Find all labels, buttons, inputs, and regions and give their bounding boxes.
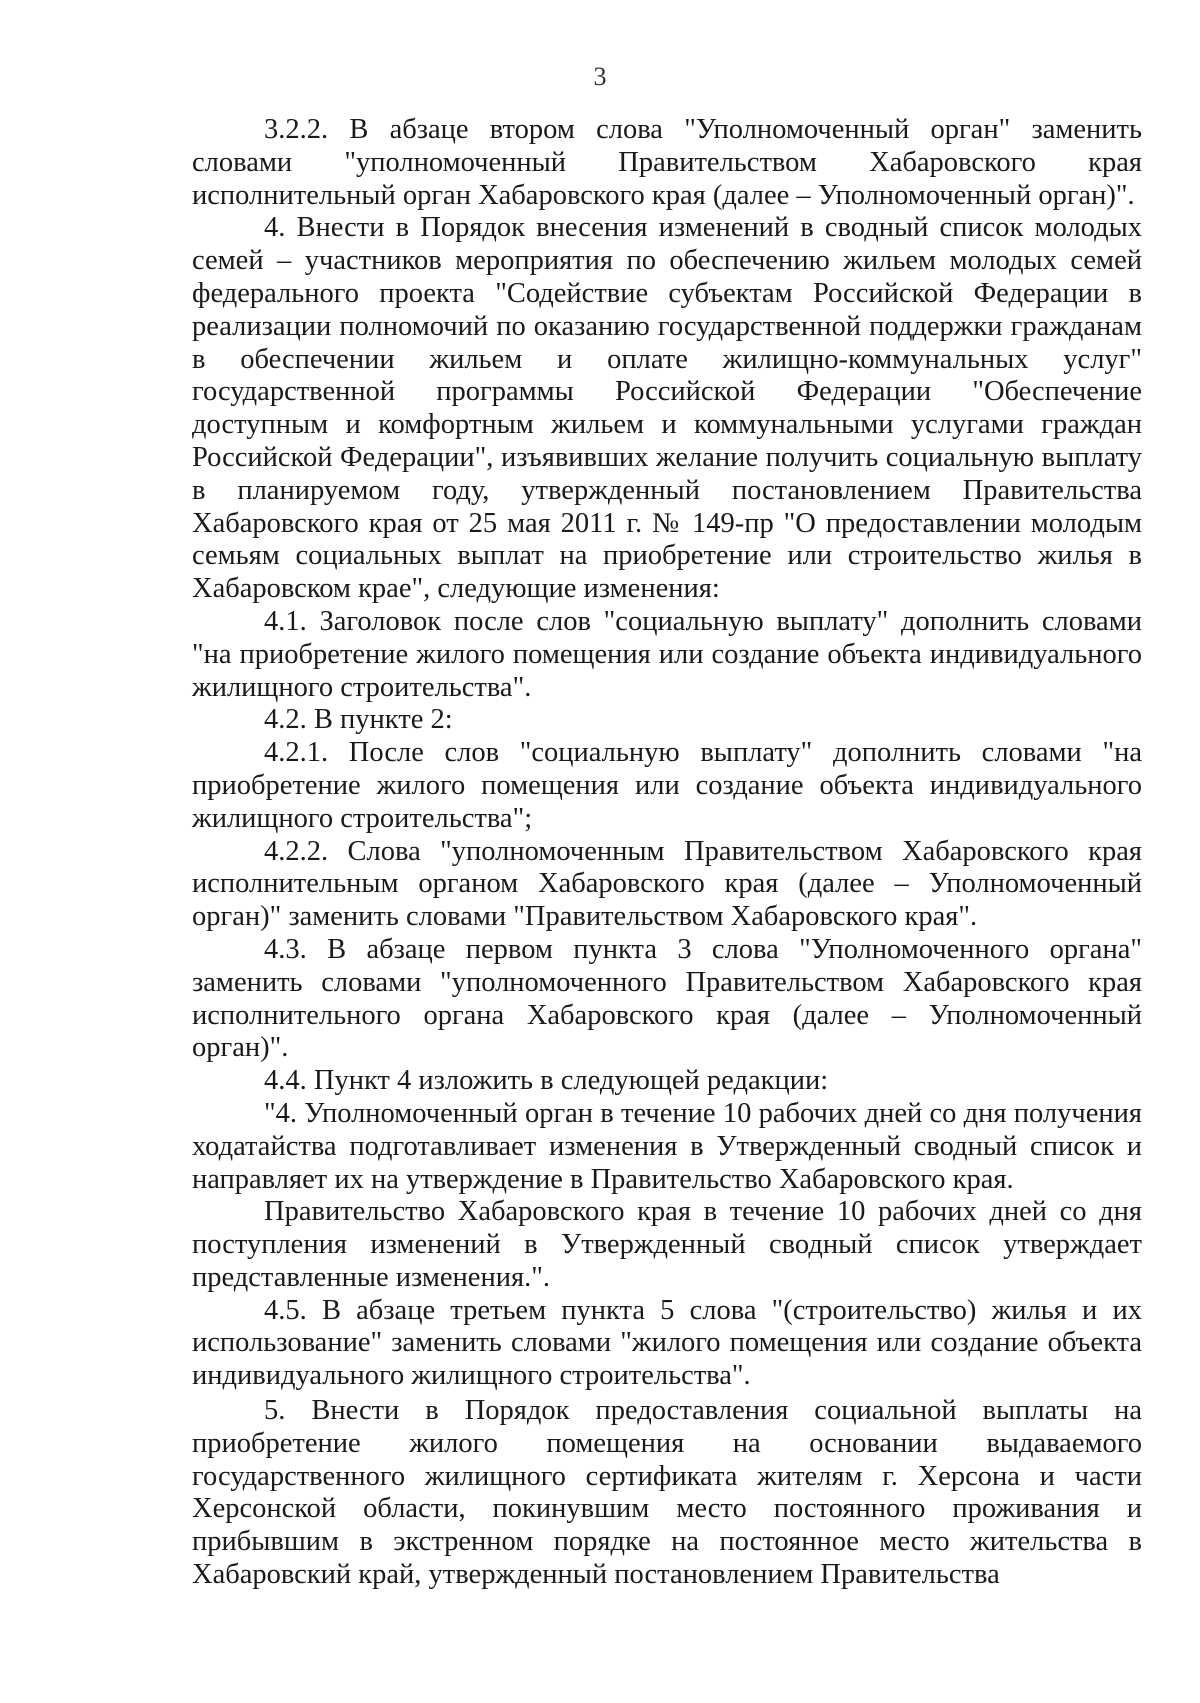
paragraph-4-4: 4.4. Пункт 4 изложить в следующей редакции: (264, 1065, 829, 1097)
paragraph-4-5: 4.5. В абзаце третьем пункта 5 слова "(строительство) жилья и их использование" заменить словами "жилого помещения или создание объекта индивидуального жилищного строительства". (192, 1294, 1142, 1392)
quoted-paragraph-government: Правительство Хабаровского края в течение 10 рабочих дней со дня поступления изменений в Утвержденный сводный список утверждает представленные изменения.". (192, 1196, 1142, 1293)
page-number: 3 (593, 62, 607, 91)
paragraph-4-2-1: 4.2.1. После слов "социальную выплату" дополнить словами "на приобретение жилого помещения или создание объекта индивидуального жилищного строительства"; (192, 737, 1142, 834)
paragraph-3-2-2: 3.2.2. В абзаце втором слова "Уполномоченный орган" заменить словами "уполномоченный Правительством Хабаровского края исполнительный орган Хабаровского края (далее – Уполномоченный орган)". (192, 114, 1142, 211)
paragraph-4-1: 4.1. Заголовок после слов "социальную выплату" дополнить словами "на приобретение жилого помещения или создание объекта индивидуального жилищного строительства". (192, 605, 1142, 703)
quoted-paragraph-4: "4. Уполномоченный орган в течение 10 рабочих дней со дня получения ходатайства подготавливает изменения в Утвержденный сводный список и направляет их на утверждение в Правительство Хабаровского края. (192, 1097, 1142, 1195)
paragraph-5: 5. Внести в Порядок предоставления социальной выплаты на приобретение жилого помещения на основании выдаваемого государственного жилищного сертификата жителям г. Херсона и части Херсонской области, покинувшим место постоянного проживания и прибывшим в экстренном порядке на постоянное место жительства в Хабаровский край, утвержденный постановлением Правительства (192, 1395, 1142, 1591)
paragraph-4: 4. Внести в Порядок внесения изменений в сводный список молодых семей – участников мероприятия по обеспечению жильем молодых семей федерального проекта "Содействие субъектам Российской Федерации в реализации полномочий по оказанию государственной поддержки гражданам в обеспечении жильем и оплате жилищно-коммунальных услуг" государственной программы Российской Федерации "Обеспечение доступным и комфортным жильем и коммунальными услугами граждан Российской Федерации", изъявивших желание получить социальную выплату в планируемом году, утвержденный постановлением Правительства Хабаровского края от 25 мая 2011 г. № 149-пр "О предоставлении молодым семьям социальных выплат на приобретение или строительство жилья в Хабаровском крае", следующие изменения: (192, 212, 1142, 605)
paragraph-4-2: 4.2. В пункте 2: (264, 704, 453, 736)
paragraph-4-3: 4.3. В абзаце первом пункта 3 слова "Уполномоченного органа" заменить словами "уполномоченного Правительством Хабаровского края исполнительного органа Хабаровского края (далее – Уполномоченный орган)". (192, 933, 1142, 1064)
document-body (192, 114, 1142, 1592)
paragraph-4-2-2: 4.2.2. Слова "уполномоченным Правительством Хабаровского края исполнительным органом Хабаровского края (далее – Уполномоченный орган)" заменить словами "Правительством Хабаровского края". (192, 835, 1142, 933)
